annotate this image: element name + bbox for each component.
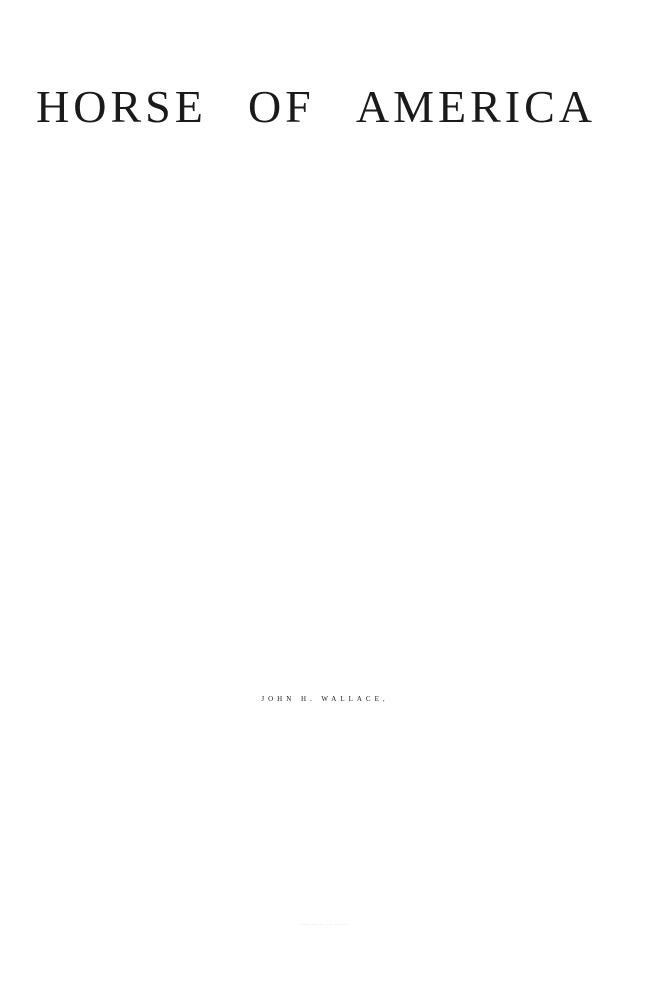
title-word-horse: HORSE: [36, 81, 207, 132]
author-name: JOHN H. WALLACE,: [261, 695, 389, 703]
title-word-america: AMERICA: [355, 81, 596, 132]
main-title: [36, 81, 596, 132]
title-word-of: OF: [247, 81, 315, 132]
publisher-line: PUBLISHED BY THE AUTHOR.: [300, 925, 350, 926]
